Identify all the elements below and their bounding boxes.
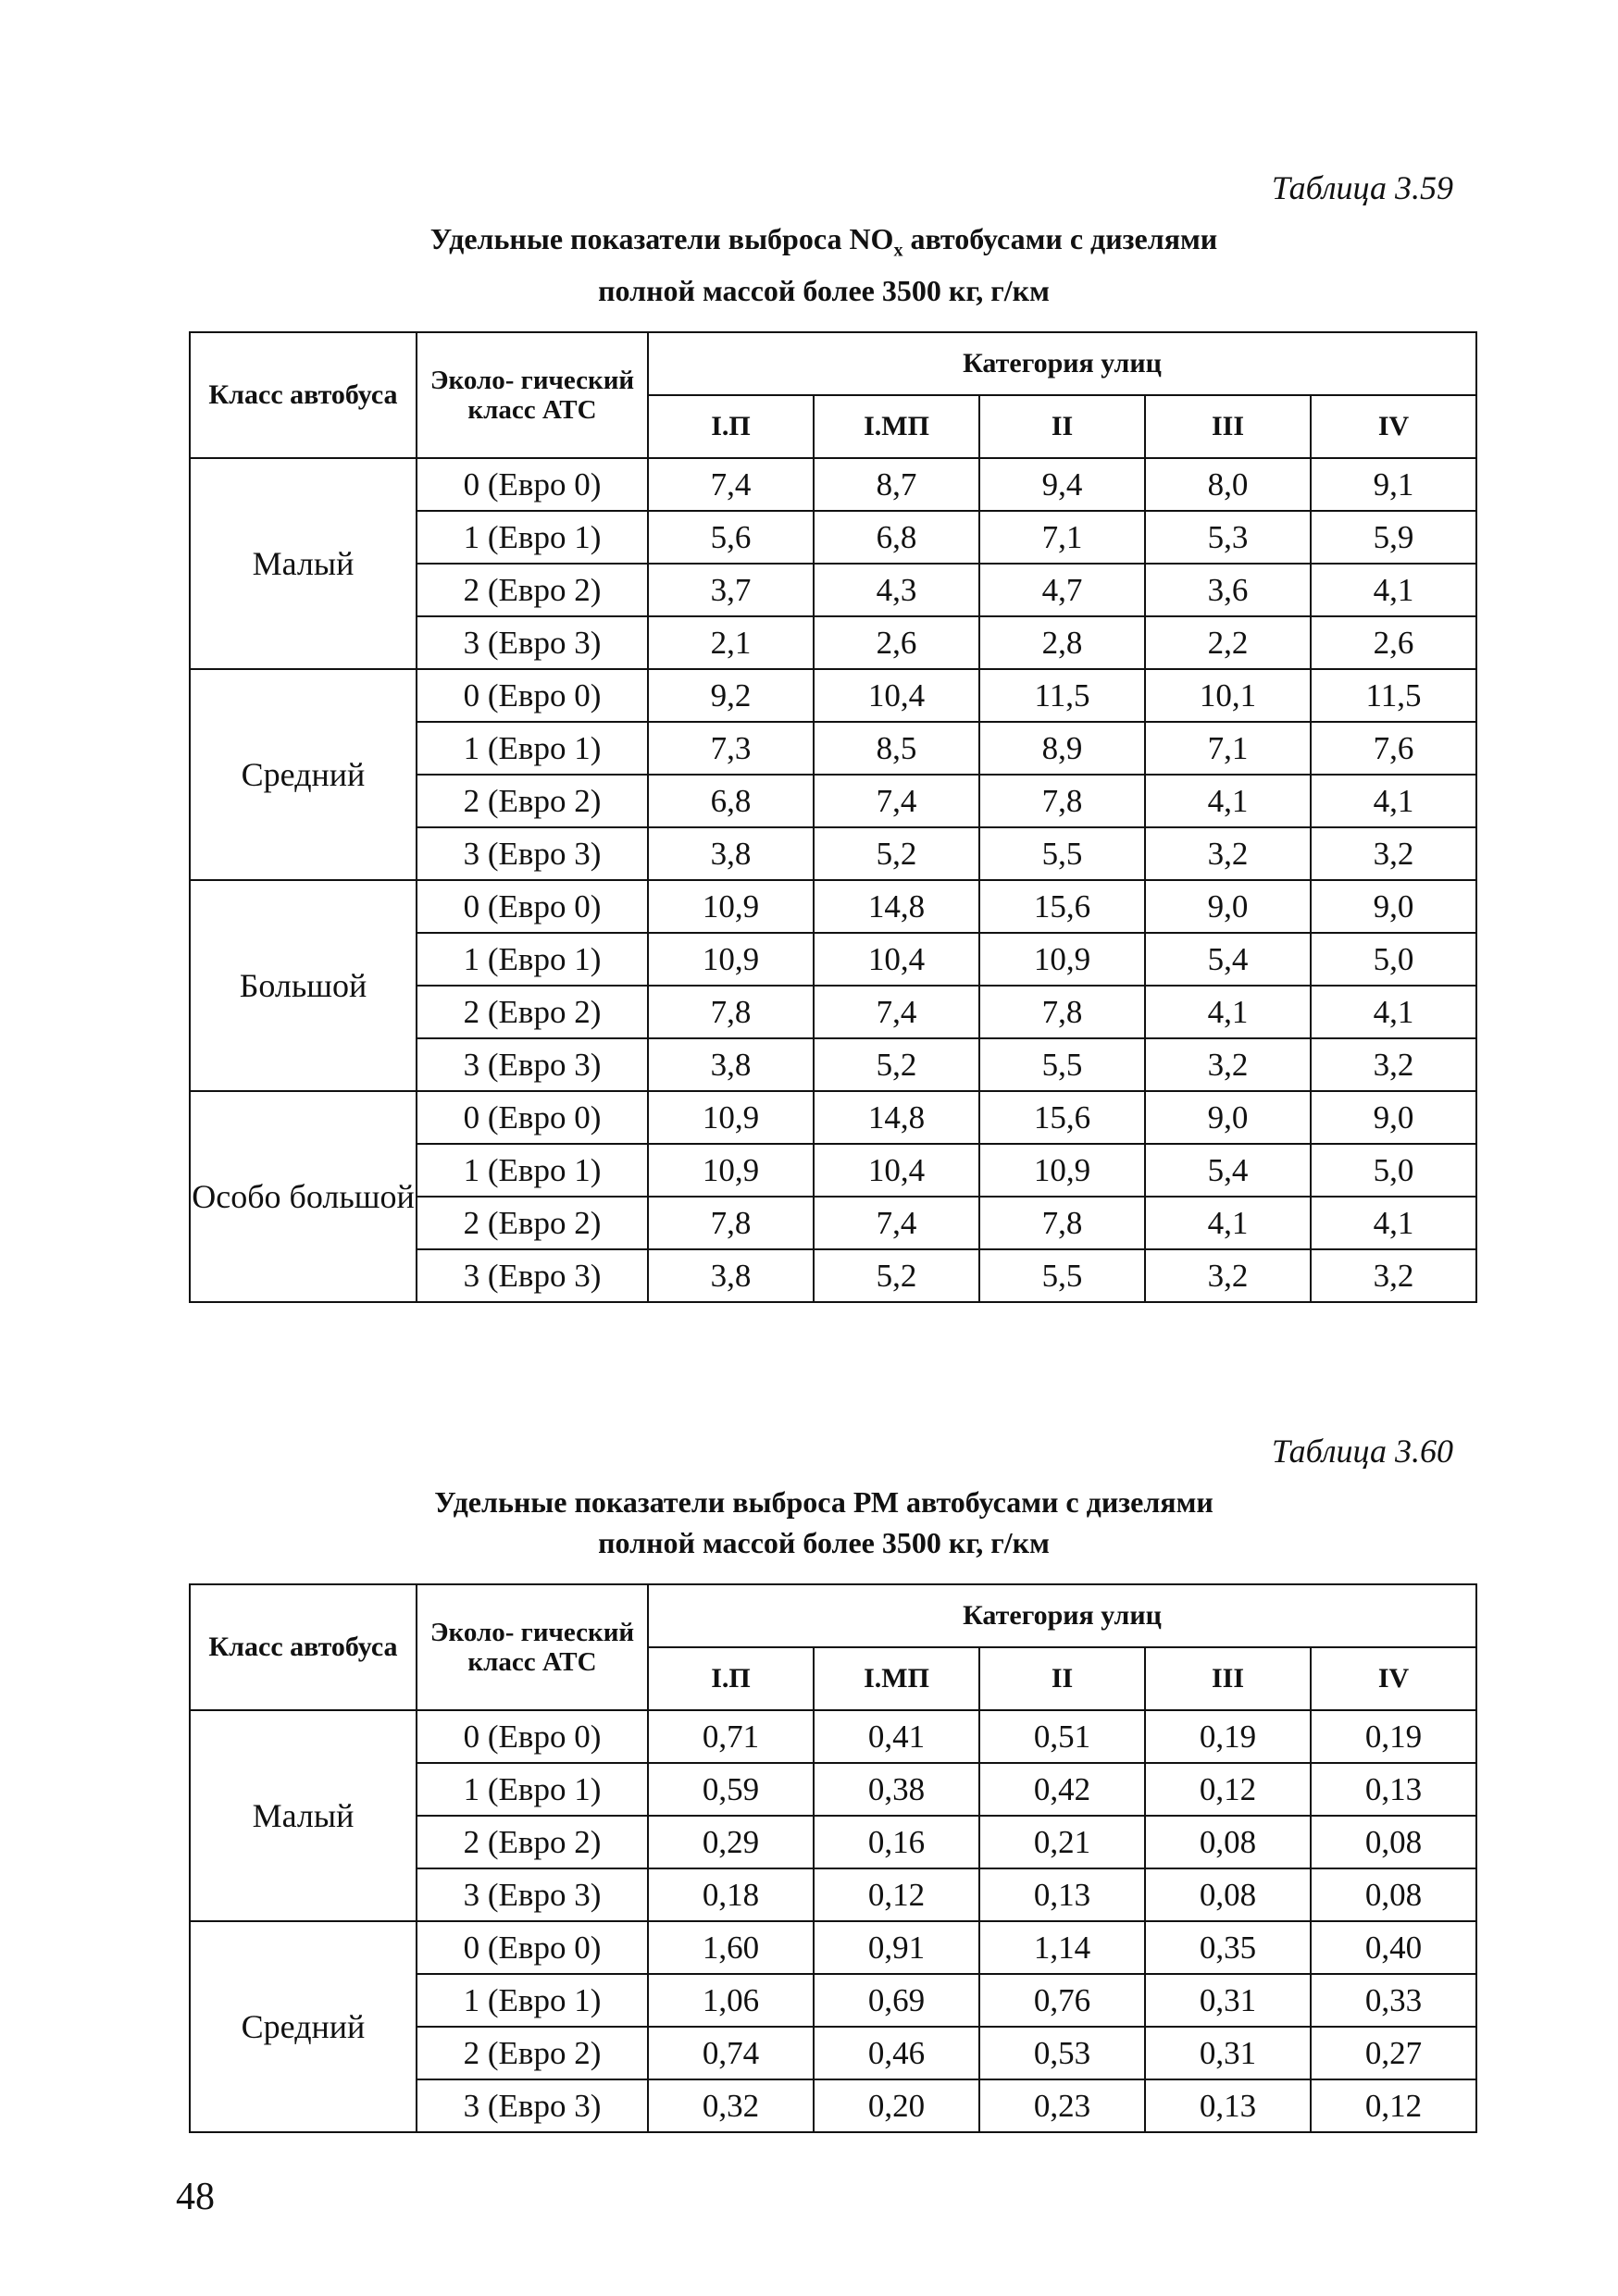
value-cell: 8,5 xyxy=(814,722,979,775)
value-cell: 7,4 xyxy=(814,775,979,827)
value-cell: 5,2 xyxy=(814,1249,979,1302)
value-cell: 0,51 xyxy=(979,1710,1145,1763)
value-cell: 10,9 xyxy=(648,1091,814,1144)
value-cell: 0,13 xyxy=(1145,2079,1311,2132)
eco-class-cell: 2 (Евро 2) xyxy=(417,775,648,827)
eco-class-cell: 0 (Евро 0) xyxy=(417,1921,648,1974)
value-cell: 4,1 xyxy=(1311,986,1476,1038)
value-cell: 7,1 xyxy=(1145,722,1311,775)
bus-class-cell: Средний xyxy=(190,669,417,880)
eco-class-cell: 0 (Евро 0) xyxy=(417,669,648,722)
value-cell: 9,0 xyxy=(1311,1091,1476,1144)
header-category: III xyxy=(1145,395,1311,458)
table-title-line-2: полной массой более 3500 кг, г/км xyxy=(598,1526,1050,1559)
value-cell: 11,5 xyxy=(979,669,1145,722)
title-subscript: x xyxy=(893,240,903,261)
value-cell: 5,0 xyxy=(1311,1144,1476,1197)
table-title-line-1 xyxy=(176,218,1472,270)
value-cell: 5,4 xyxy=(1145,1144,1311,1197)
table-label: Таблица 3.59 xyxy=(1271,169,1453,206)
value-cell: 0,35 xyxy=(1145,1921,1311,1974)
value-cell: 8,7 xyxy=(814,458,979,511)
table-3-60-block xyxy=(176,1430,1472,2133)
value-cell: 10,9 xyxy=(648,880,814,933)
table-row xyxy=(190,458,1476,511)
value-cell: 2,1 xyxy=(648,616,814,669)
value-cell: 5,0 xyxy=(1311,933,1476,986)
value-cell: 0,12 xyxy=(1311,2079,1476,2132)
header-street-category: Категория улиц xyxy=(648,1584,1476,1647)
table-row xyxy=(190,1921,1476,1974)
value-cell: 7,4 xyxy=(648,458,814,511)
header-bus-class: Класс автобуса xyxy=(190,332,417,458)
table-row xyxy=(190,1710,1476,1763)
eco-class-cell: 1 (Евро 1) xyxy=(417,1763,648,1816)
value-cell: 0,19 xyxy=(1311,1710,1476,1763)
bus-class-cell: Малый xyxy=(190,458,417,669)
emission-table xyxy=(189,1583,1477,2133)
value-cell: 10,9 xyxy=(648,933,814,986)
value-cell: 3,2 xyxy=(1145,827,1311,880)
value-cell: 0,32 xyxy=(648,2079,814,2132)
value-cell: 0,74 xyxy=(648,2027,814,2079)
eco-class-cell: 3 (Евро 3) xyxy=(417,2079,648,2132)
value-cell: 10,4 xyxy=(814,933,979,986)
value-cell: 7,4 xyxy=(814,986,979,1038)
header-category: III xyxy=(1145,1647,1311,1710)
value-cell: 2,2 xyxy=(1145,616,1311,669)
value-cell: 0,21 xyxy=(979,1816,1145,1868)
value-cell: 10,4 xyxy=(814,669,979,722)
value-cell: 0,31 xyxy=(1145,2027,1311,2079)
page-number: 48 xyxy=(176,2176,215,2218)
value-cell: 0,13 xyxy=(1311,1763,1476,1816)
value-cell: 0,20 xyxy=(814,2079,979,2132)
value-cell: 3,8 xyxy=(648,1249,814,1302)
header-category: II xyxy=(979,395,1145,458)
value-cell: 10,9 xyxy=(648,1144,814,1197)
table-body xyxy=(190,458,1476,1302)
value-cell: 5,5 xyxy=(979,827,1145,880)
value-cell: 1,06 xyxy=(648,1974,814,2027)
value-cell: 14,8 xyxy=(814,880,979,933)
value-cell: 0,76 xyxy=(979,1974,1145,2027)
value-cell: 3,2 xyxy=(1311,1249,1476,1302)
value-cell: 4,1 xyxy=(1311,775,1476,827)
eco-class-cell: 1 (Евро 1) xyxy=(417,1144,648,1197)
bus-class-cell: Средний xyxy=(190,1921,417,2132)
header-category: II xyxy=(979,1647,1145,1710)
value-cell: 0,46 xyxy=(814,2027,979,2079)
title-text: Удельные показатели выброса NO xyxy=(429,222,894,255)
value-cell: 7,8 xyxy=(979,1197,1145,1249)
eco-class-cell: 3 (Евро 3) xyxy=(417,827,648,880)
value-cell: 0,08 xyxy=(1145,1816,1311,1868)
eco-class-cell: 2 (Евро 2) xyxy=(417,564,648,616)
emission-table xyxy=(189,331,1477,1303)
eco-class-cell: 3 (Евро 3) xyxy=(417,1868,648,1921)
value-cell: 5,9 xyxy=(1311,511,1476,564)
value-cell: 0,53 xyxy=(979,2027,1145,2079)
eco-class-cell: 0 (Евро 0) xyxy=(417,1710,648,1763)
value-cell: 4,3 xyxy=(814,564,979,616)
value-cell: 7,1 xyxy=(979,511,1145,564)
eco-class-cell: 0 (Евро 0) xyxy=(417,458,648,511)
value-cell: 0,91 xyxy=(814,1921,979,1974)
value-cell: 0,12 xyxy=(814,1868,979,1921)
value-cell: 0,13 xyxy=(979,1868,1145,1921)
value-cell: 0,42 xyxy=(979,1763,1145,1816)
value-cell: 3,2 xyxy=(1145,1249,1311,1302)
value-cell: 3,2 xyxy=(1145,1038,1311,1091)
table-row xyxy=(190,880,1476,933)
table-title xyxy=(176,1482,1472,1563)
header-category: I.П xyxy=(648,395,814,458)
table-3-59-block xyxy=(176,167,1472,1303)
value-cell: 0,27 xyxy=(1311,2027,1476,2079)
value-cell: 4,1 xyxy=(1145,775,1311,827)
eco-class-cell: 2 (Евро 2) xyxy=(417,1197,648,1249)
value-cell: 0,41 xyxy=(814,1710,979,1763)
value-cell: 5,3 xyxy=(1145,511,1311,564)
value-cell: 15,6 xyxy=(979,1091,1145,1144)
value-cell: 8,9 xyxy=(979,722,1145,775)
eco-class-cell: 0 (Евро 0) xyxy=(417,1091,648,1144)
value-cell: 3,7 xyxy=(648,564,814,616)
value-cell: 10,9 xyxy=(979,1144,1145,1197)
eco-class-cell: 3 (Евро 3) xyxy=(417,616,648,669)
value-cell: 7,8 xyxy=(648,986,814,1038)
value-cell: 7,3 xyxy=(648,722,814,775)
value-cell: 10,9 xyxy=(979,933,1145,986)
value-cell: 2,6 xyxy=(1311,616,1476,669)
header-category: IV xyxy=(1311,1647,1476,1710)
value-cell: 0,08 xyxy=(1145,1868,1311,1921)
value-cell: 3,8 xyxy=(648,1038,814,1091)
value-cell: 14,8 xyxy=(814,1091,979,1144)
table-title xyxy=(176,218,1472,311)
value-cell: 0,18 xyxy=(648,1868,814,1921)
value-cell: 9,1 xyxy=(1311,458,1476,511)
table-label: Таблица 3.60 xyxy=(1271,1433,1453,1470)
eco-class-cell: 2 (Евро 2) xyxy=(417,2027,648,2079)
value-cell: 7,4 xyxy=(814,1197,979,1249)
value-cell: 0,16 xyxy=(814,1816,979,1868)
eco-class-cell: 3 (Евро 3) xyxy=(417,1249,648,1302)
eco-class-cell: 1 (Евро 1) xyxy=(417,1974,648,2027)
header-category: I.МП xyxy=(814,395,979,458)
value-cell: 1,60 xyxy=(648,1921,814,1974)
value-cell: 5,2 xyxy=(814,827,979,880)
value-cell: 3,2 xyxy=(1311,827,1476,880)
value-cell: 3,8 xyxy=(648,827,814,880)
eco-class-cell: 1 (Евро 1) xyxy=(417,722,648,775)
eco-class-cell: 1 (Евро 1) xyxy=(417,933,648,986)
title-text-post: автобусами с дизелями xyxy=(902,222,1218,255)
bus-class-cell: Особо большой xyxy=(190,1091,417,1302)
table-row xyxy=(190,669,1476,722)
header-bus-class: Класс автобуса xyxy=(190,1584,417,1710)
header-category: IV xyxy=(1311,395,1476,458)
value-cell: 0,38 xyxy=(814,1763,979,1816)
value-cell: 7,8 xyxy=(979,775,1145,827)
header-category: I.МП xyxy=(814,1647,979,1710)
value-cell: 5,6 xyxy=(648,511,814,564)
header-street-category: Категория улиц xyxy=(648,332,1476,395)
eco-class-cell: 0 (Евро 0) xyxy=(417,880,648,933)
value-cell: 9,0 xyxy=(1145,880,1311,933)
table-title-line-1: Удельные показатели выброса РМ автобусами с дизелями xyxy=(434,1485,1214,1519)
value-cell: 4,1 xyxy=(1311,564,1476,616)
header-category: I.П xyxy=(648,1647,814,1710)
value-cell: 3,6 xyxy=(1145,564,1311,616)
value-cell: 0,33 xyxy=(1311,1974,1476,2027)
value-cell: 0,23 xyxy=(979,2079,1145,2132)
value-cell: 5,4 xyxy=(1145,933,1311,986)
header-eco-class: Эколо- гический класс АТС xyxy=(417,332,648,458)
value-cell: 6,8 xyxy=(814,511,979,564)
table-row xyxy=(190,1091,1476,1144)
value-cell: 10,1 xyxy=(1145,669,1311,722)
value-cell: 7,8 xyxy=(979,986,1145,1038)
value-cell: 0,40 xyxy=(1311,1921,1476,1974)
value-cell: 9,2 xyxy=(648,669,814,722)
value-cell: 0,19 xyxy=(1145,1710,1311,1763)
value-cell: 0,71 xyxy=(648,1710,814,1763)
value-cell: 9,0 xyxy=(1311,880,1476,933)
value-cell: 9,0 xyxy=(1145,1091,1311,1144)
value-cell: 2,6 xyxy=(814,616,979,669)
value-cell: 4,1 xyxy=(1145,986,1311,1038)
table-body xyxy=(190,1710,1476,2132)
value-cell: 0,69 xyxy=(814,1974,979,2027)
value-cell: 0,08 xyxy=(1311,1816,1476,1868)
value-cell: 6,8 xyxy=(648,775,814,827)
value-cell: 7,6 xyxy=(1311,722,1476,775)
value-cell: 0,12 xyxy=(1145,1763,1311,1816)
eco-class-cell: 1 (Евро 1) xyxy=(417,511,648,564)
value-cell: 0,29 xyxy=(648,1816,814,1868)
eco-class-cell: 2 (Евро 2) xyxy=(417,1816,648,1868)
value-cell: 5,2 xyxy=(814,1038,979,1091)
value-cell: 11,5 xyxy=(1311,669,1476,722)
value-cell: 10,4 xyxy=(814,1144,979,1197)
value-cell: 9,4 xyxy=(979,458,1145,511)
value-cell: 0,08 xyxy=(1311,1868,1476,1921)
value-cell: 4,7 xyxy=(979,564,1145,616)
value-cell: 4,1 xyxy=(1311,1197,1476,1249)
value-cell: 5,5 xyxy=(979,1038,1145,1091)
table-title-line-2: полной массой более 3500 кг, г/км xyxy=(598,274,1050,308)
value-cell: 0,59 xyxy=(648,1763,814,1816)
bus-class-cell: Большой xyxy=(190,880,417,1091)
value-cell: 15,6 xyxy=(979,880,1145,933)
value-cell: 8,0 xyxy=(1145,458,1311,511)
value-cell: 2,8 xyxy=(979,616,1145,669)
value-cell: 0,31 xyxy=(1145,1974,1311,2027)
value-cell: 5,5 xyxy=(979,1249,1145,1302)
bus-class-cell: Малый xyxy=(190,1710,417,1921)
value-cell: 4,1 xyxy=(1145,1197,1311,1249)
value-cell: 1,14 xyxy=(979,1921,1145,1974)
eco-class-cell: 3 (Евро 3) xyxy=(417,1038,648,1091)
eco-class-cell: 2 (Евро 2) xyxy=(417,986,648,1038)
header-eco-class: Эколо- гический класс АТС xyxy=(417,1584,648,1710)
value-cell: 3,2 xyxy=(1311,1038,1476,1091)
value-cell: 7,8 xyxy=(648,1197,814,1249)
